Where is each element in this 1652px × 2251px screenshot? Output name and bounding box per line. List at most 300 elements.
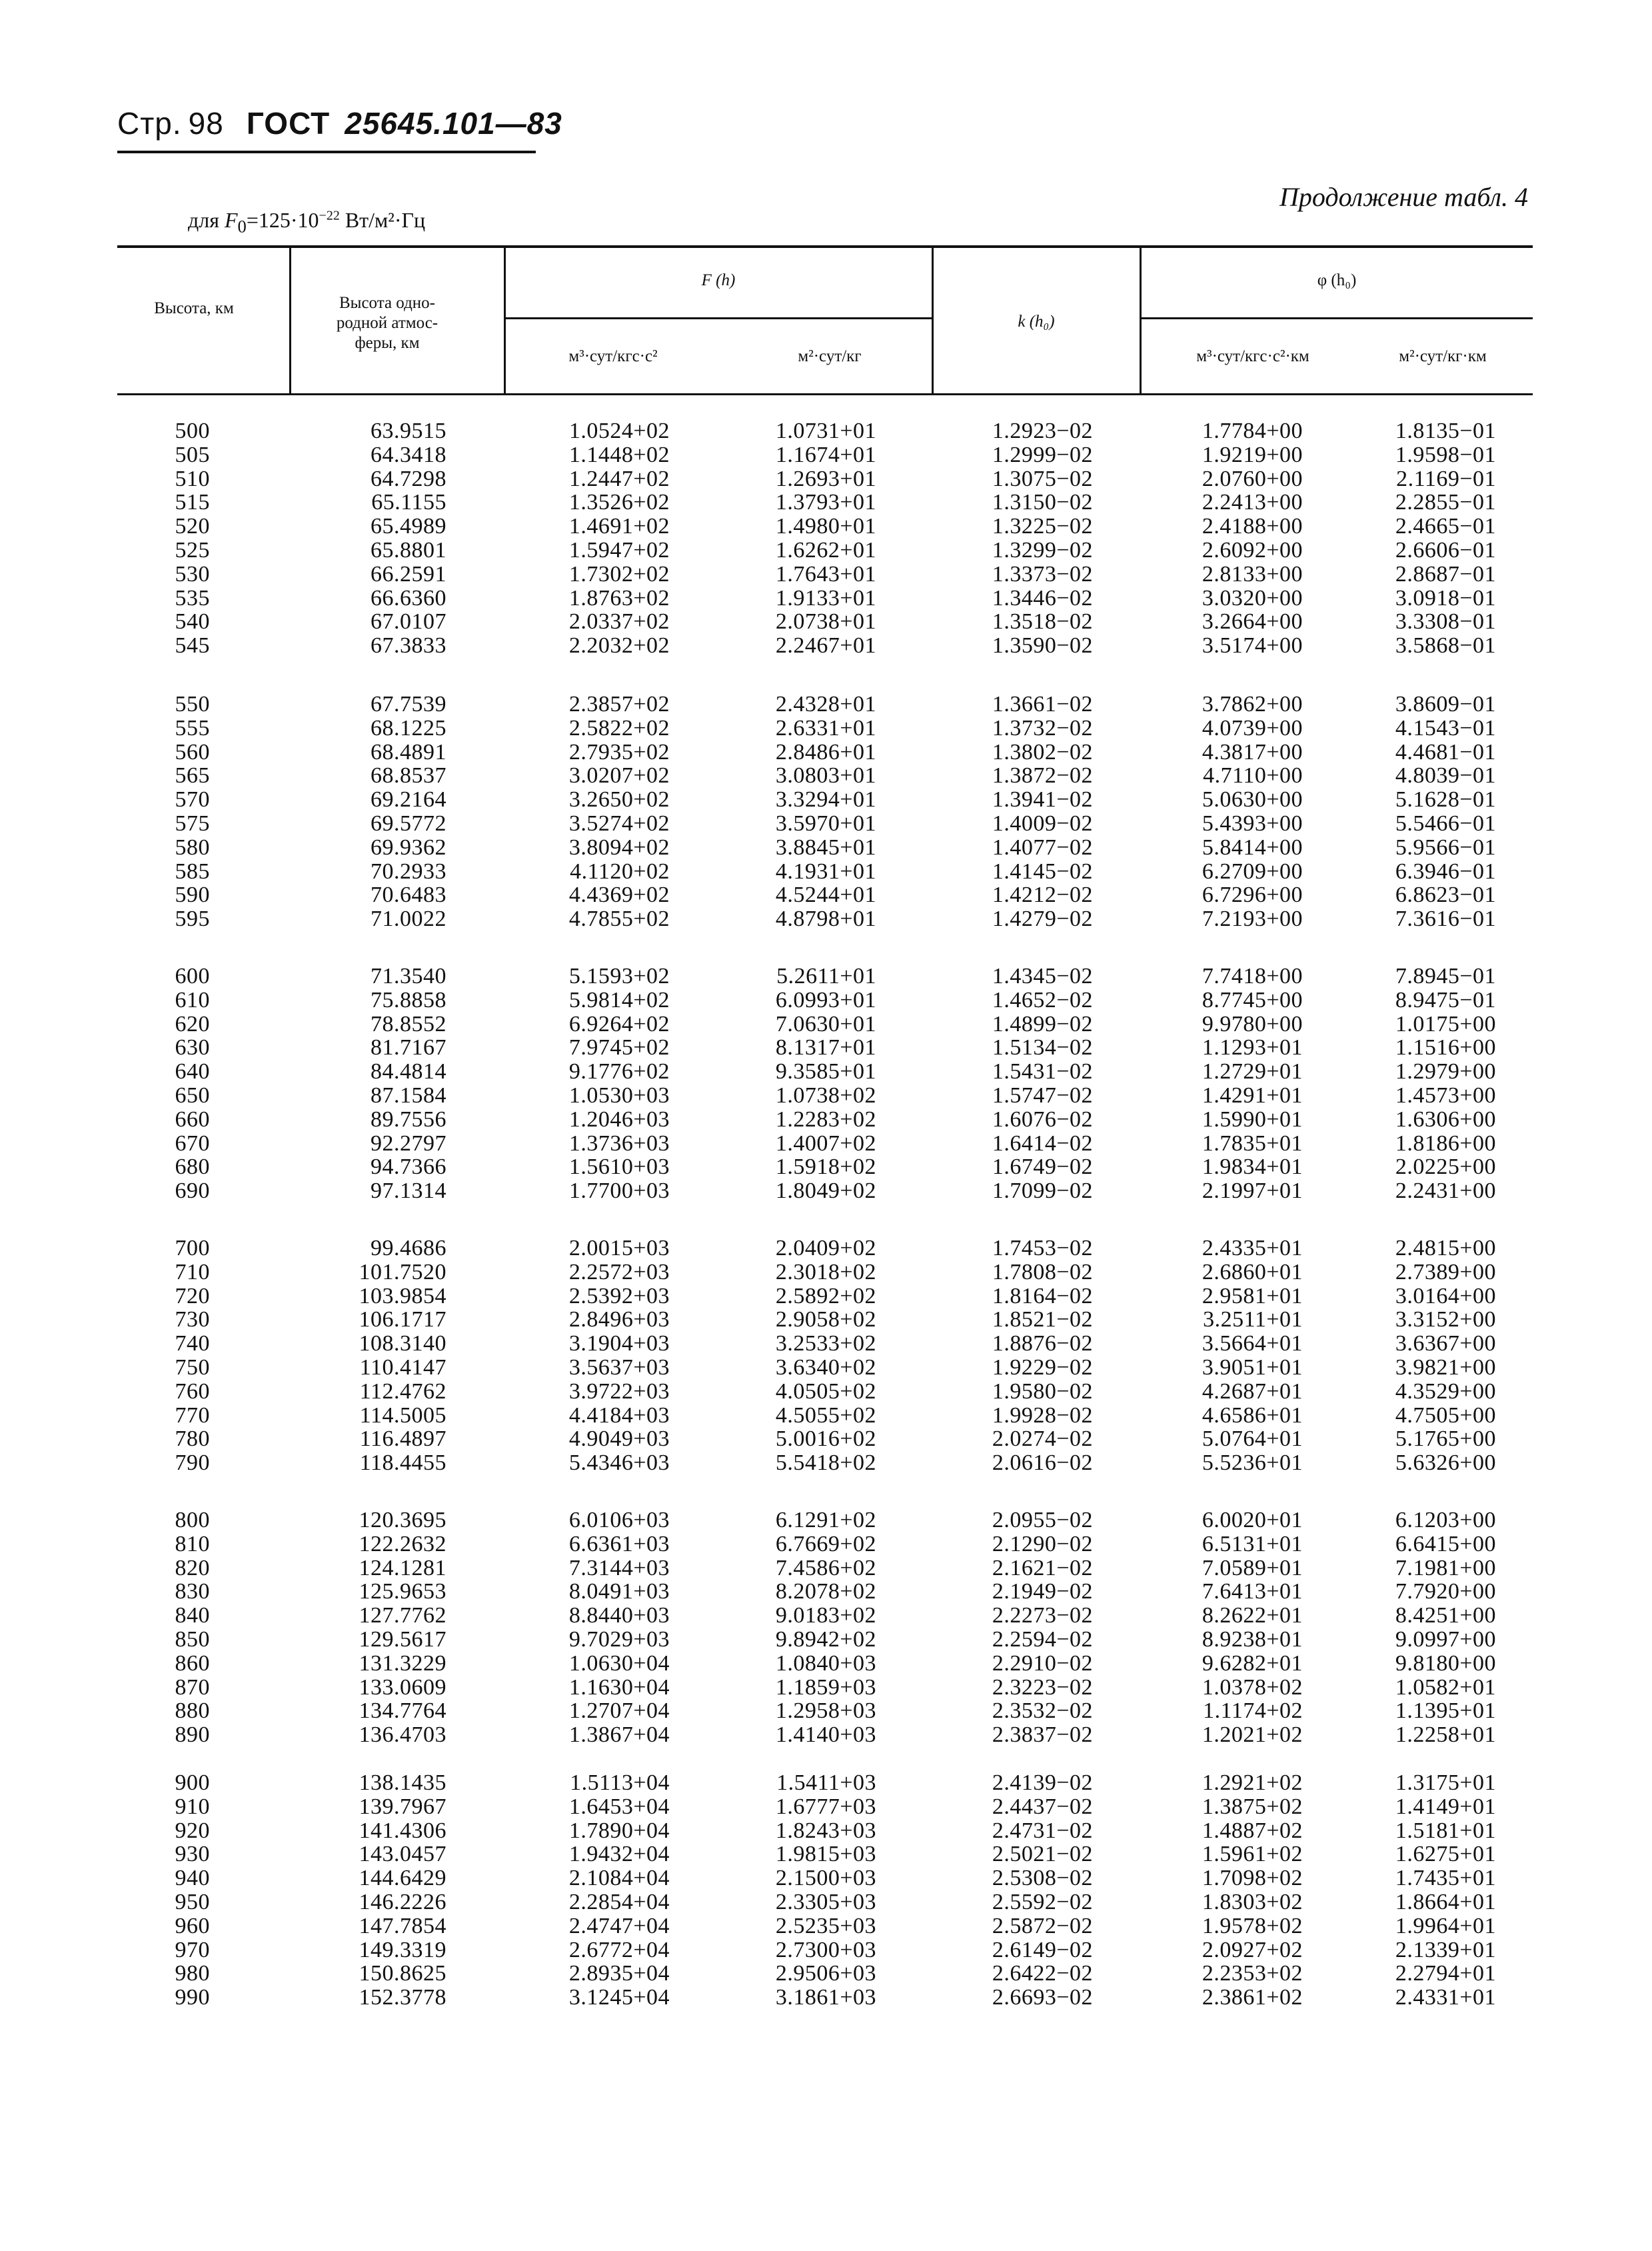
table-cell: 2.2032+02 [568,633,670,659]
table-cell: 6.3946−01 [1395,859,1496,884]
table-cell: 650 [175,1083,210,1108]
header-k-h0 [933,312,1140,332]
table-cell: 770 [175,1402,210,1428]
table-cell: 2.8496+03 [568,1307,670,1332]
table-cell: 7.3616−01 [1395,907,1496,932]
table-cell: 1.9928−02 [992,1402,1093,1428]
page-number: 98 [188,106,224,141]
table-cell: 2.6422−02 [992,1961,1093,1986]
table-cell: 4.5244+01 [775,883,876,908]
table-cell: 7.0630+01 [775,1011,876,1037]
table-cell: 1.0378+02 [1202,1674,1303,1700]
table-cell: 9.8942+02 [775,1627,876,1652]
table-cell: 64.3418 [371,442,446,467]
table-cell: 2.3837−02 [992,1722,1093,1748]
table-cell: 9.7029+03 [568,1627,670,1652]
standard-name: ГОСТ [246,106,331,141]
table-cell: 1.9815+03 [775,1842,876,1867]
table-cell: 1.2729+01 [1202,1059,1303,1085]
table-cell: 1.3150−02 [992,490,1093,515]
table-cell: 960 [175,1913,210,1938]
table-cell: 555 [175,715,210,741]
table-row [0,538,1652,562]
table-cell: 3.9821+00 [1395,1355,1496,1380]
table-cell: 3.1245+04 [568,1985,670,2010]
table-cell: 7.8945−01 [1395,964,1496,989]
table-cell: 830 [175,1579,210,1604]
table-cell: 2.8687−01 [1395,561,1496,587]
table-cell: 1.2447+02 [568,466,670,491]
table-cell: 1.3941−02 [992,787,1093,813]
table-cell: 680 [175,1154,210,1180]
table-cell: 3.5274+02 [568,811,670,836]
table-cell: 2.7935+02 [568,739,670,765]
table-cell: 1.5411+03 [776,1770,876,1795]
table-cell: 3.6367+00 [1395,1331,1496,1356]
table-cell: 6.8623−01 [1395,883,1496,908]
table-row [0,964,1652,988]
table-cell: 1.3875+02 [1202,1794,1303,1819]
table-row [0,1985,1652,2009]
table-row [0,1627,1652,1651]
table-cell: 1.6076−02 [992,1107,1093,1132]
table-cell: 1.1174+02 [1203,1698,1303,1724]
table-cell: 3.3308−01 [1395,609,1496,635]
table-cell: 2.4328+01 [775,692,876,717]
table-row [0,1403,1652,1427]
table-cell: 67.7539 [371,692,446,717]
table-cell: 1.1395+01 [1395,1698,1496,1724]
table-cell: 4.1120+02 [570,859,670,884]
table-cell: 4.6586+01 [1202,1402,1303,1428]
table-cell: 2.9581+01 [1202,1283,1303,1308]
table-row [0,1938,1652,1962]
table-cell: 2.8486+01 [775,739,876,765]
table-cell: 1.4345−02 [992,964,1093,989]
table-cell: 2.3305+03 [775,1890,876,1914]
table-cell: 860 [175,1650,210,1676]
table-cell: 500 [175,419,210,443]
table-cell: 65.1155 [371,490,446,515]
table-cell: 1.3518−02 [992,609,1093,635]
table-cell: 560 [175,739,210,765]
table-cell: 5.0764+01 [1202,1426,1303,1452]
table-cell: 1.2046+03 [568,1107,670,1132]
table-cell: 1.2999−02 [992,442,1093,467]
table-cell: 850 [175,1627,210,1652]
table-cell: 8.7745+00 [1202,987,1303,1013]
table-cell: 3.0803+01 [775,763,876,789]
table-cell: 1.3793+01 [775,490,876,515]
table-row [0,988,1652,1012]
table-cell: 4.8039−01 [1395,763,1496,789]
table-cell: 750 [175,1355,210,1380]
table-cell: 6.0106+03 [568,1508,670,1532]
table-cell: 3.6340+02 [775,1355,876,1380]
table-cell: 1.5918+02 [775,1154,876,1180]
table-cell: 1.6777+03 [775,1794,876,1819]
table-row [0,1890,1652,1914]
table-row [0,1698,1652,1722]
table-cell: 1.9578+02 [1202,1913,1303,1938]
table-cell: 7.7418+00 [1202,964,1303,989]
table-cell: 7.0589+01 [1202,1555,1303,1580]
table-cell: 2.7300+03 [775,1937,876,1962]
table-row [0,740,1652,764]
table-cell: 800 [175,1508,210,1532]
table-cell: 6.1203+00 [1395,1508,1496,1532]
table-cell: 92.2797 [371,1130,446,1156]
table-row [0,514,1652,538]
table-row [0,1307,1652,1331]
table-cell: 63.9515 [371,419,446,443]
table-cell: 880 [175,1698,210,1724]
f0-condition [188,208,425,237]
table-cell: 1.2923−02 [992,419,1093,443]
table-cell: 1.5990+01 [1202,1107,1303,1132]
table-cell: 3.5637+03 [568,1355,670,1380]
table-cell: 1.8763+02 [568,585,670,611]
table-cell: 2.7389+00 [1395,1259,1496,1284]
table-cell: 1.1674+01 [775,442,876,467]
table-cell: 75.8858 [371,987,446,1013]
table-cell: 1.4691+02 [568,514,670,539]
table-cell: 900 [175,1770,210,1795]
table-cell: 1.9580−02 [992,1378,1093,1404]
table-cell: 1.8876−02 [992,1331,1093,1356]
table-cell: 1.4212−02 [992,883,1093,908]
table-row [0,443,1652,467]
table-cell: 1.7835+01 [1202,1130,1303,1156]
table-row [0,586,1652,610]
table-cell: 570 [175,787,210,813]
table-row [0,1083,1652,1107]
table-cell: 1.9219+00 [1202,442,1303,467]
table-cell: 1.4009−02 [992,811,1093,836]
table-row [0,633,1652,657]
table-cell: 1.3526+02 [568,490,670,515]
table-cell: 1.5113+04 [570,1770,670,1795]
table-cell: 2.1339+01 [1395,1937,1496,1962]
table-cell: 5.0016+02 [775,1426,876,1452]
table-row [0,1579,1652,1603]
table-cell: 1.3802−02 [992,739,1093,765]
table-cell: 2.0760+00 [1202,466,1303,491]
table-cell: 5.9566−01 [1395,835,1496,860]
table-row [0,1035,1652,1059]
table-cell: 4.7110+00 [1203,763,1303,789]
table-cell: 2.6149−02 [992,1937,1093,1962]
table-cell: 3.2664+00 [1202,609,1303,635]
table-cell: 2.4331+01 [1395,1985,1496,2010]
table-cell: 127.7762 [359,1603,446,1628]
table-cell: 9.0997+00 [1395,1627,1496,1652]
table-cell: 2.6772+04 [568,1937,670,1962]
table-cell: 1.8186+00 [1395,1130,1496,1156]
table-cell: 6.7296+00 [1202,883,1303,908]
table-cell: 5.4346+03 [568,1450,670,1476]
header-f-h-unit2: м²·сут/кг [798,347,862,365]
table-row [0,1794,1652,1818]
table-cell: 1.8664+01 [1395,1890,1496,1914]
table-cell: 2.2910−02 [992,1650,1093,1676]
table-cell: 1.5747−02 [992,1083,1093,1108]
table-cell: 97.1314 [371,1178,446,1204]
table-row [0,692,1652,716]
table-cell: 125.9653 [359,1579,446,1604]
table-cell: 595 [175,907,210,932]
table-cell: 8.9475−01 [1395,987,1496,1013]
table-cell: 2.2273−02 [992,1603,1093,1628]
table-cell: 71.0022 [371,907,446,932]
table-row [0,811,1652,835]
table-cell: 2.6860+01 [1202,1259,1303,1284]
table-cell: 8.4251+00 [1395,1603,1496,1628]
table-cell: 2.5308−02 [992,1866,1093,1891]
f0-unit: Вт/м²·Гц [345,208,426,232]
table-cell: 3.1861+03 [775,1985,876,2010]
table-cell: 110.4147 [359,1355,446,1380]
table-header-bottom-rule [117,393,1533,395]
header-f-h [505,271,932,291]
table-cell: 1.7890+04 [568,1818,670,1843]
table-cell: 2.8133+00 [1202,561,1303,587]
table-cell: 2.2855−01 [1395,490,1496,515]
table-cell: 66.2591 [371,561,446,587]
table-cell: 2.0738+01 [775,609,876,635]
table-cell: 5.1593+02 [568,964,670,989]
table-cell: 1.6453+04 [568,1794,670,1819]
table-cell: 2.5822+02 [568,715,670,741]
table-row [0,716,1652,740]
table-cell: 950 [175,1890,210,1914]
table-continuation-label: Продолжение табл. 4 [1279,182,1528,212]
table-row [0,1379,1652,1403]
table-cell: 2.5392+03 [568,1283,670,1308]
table-cell: 9.6282+01 [1202,1650,1303,1676]
table-row [0,1866,1652,1890]
table-row [0,835,1652,859]
table-cell: 6.6415+00 [1395,1531,1496,1556]
table-cell: 2.6606−01 [1395,538,1496,563]
table-cell: 1.3299−02 [992,538,1093,563]
table-cell: 144.6429 [359,1866,446,1891]
table-cell: 2.1621−02 [992,1555,1093,1580]
table-cell: 565 [175,763,210,789]
table-cell: 87.1584 [371,1083,446,1108]
table-cell: 2.3018+02 [775,1259,876,1284]
header-phi-unit2: м²·сут/кг·км [1399,347,1487,365]
table-row [0,609,1652,633]
table-cell: 4.4681−01 [1395,739,1496,765]
table-cell: 1.1448+02 [568,442,670,467]
table-cell: 1.4980+01 [775,514,876,539]
header-k-h0-label: k (h₀) [1018,313,1055,331]
table-cell: 1.4652−02 [992,987,1093,1013]
table-cell: 1.6414−02 [992,1130,1093,1156]
table-cell: 1.2021+02 [1202,1722,1303,1748]
table-cell: 1.4145−02 [992,859,1093,884]
table-cell: 6.6361+03 [568,1531,670,1556]
table-cell: 1.4149+01 [1395,1794,1496,1819]
table-cell: 106.1717 [359,1307,446,1332]
table-cell: 2.0409+02 [775,1236,876,1260]
table-cell: 545 [175,633,210,659]
table-cell: 2.4747+04 [568,1913,670,1938]
table-cell: 505 [175,442,210,467]
table-cell: 69.2164 [371,787,446,813]
table-cell: 3.8094+02 [568,835,670,860]
header-f-h-unit1: м³·сут/кгс·с² [568,347,658,365]
table-cell: 4.4184+03 [568,1402,670,1428]
table-cell: 67.0107 [371,609,446,635]
table-row [0,1107,1652,1131]
table-cell: 5.0630+00 [1202,787,1303,813]
table-cell: 5.1628−01 [1395,787,1496,813]
table-cell: 84.4814 [371,1059,446,1085]
header-height: Высота, км [154,299,234,317]
table-row [0,1450,1652,1474]
table-cell: 2.2467+01 [775,633,876,659]
table-cell: 2.4335+01 [1202,1236,1303,1260]
table-cell: 1.3446−02 [992,585,1093,611]
table-cell: 5.8414+00 [1202,835,1303,860]
table-cell: 2.0337+02 [568,609,670,635]
table-cell: 89.7556 [371,1107,446,1132]
table-cell: 1.2283+02 [775,1107,876,1132]
table-cell: 3.0918−01 [1395,585,1496,611]
table-cell: 1.2258+01 [1395,1722,1496,1748]
table-row [0,1556,1652,1580]
table-cell: 2.1290−02 [992,1531,1093,1556]
table-cell: 1.3373−02 [992,561,1093,587]
table-cell: 3.7862+00 [1202,692,1303,717]
table-cell: 2.6331+01 [775,715,876,741]
table-cell: 620 [175,1011,210,1037]
table-cell: 68.1225 [371,715,446,741]
table-row [0,467,1652,491]
table-cell: 2.1949−02 [992,1579,1093,1604]
table-row [0,1059,1652,1083]
table-cell: 1.1859+03 [775,1674,876,1700]
table-cell: 133.0609 [359,1674,446,1700]
table-cell: 69.5772 [371,811,446,836]
table-cell: 2.3532−02 [992,1698,1093,1724]
table-cell: 1.7643+01 [775,561,876,587]
table-cell: 2.4815+00 [1395,1236,1496,1260]
table-cell: 9.0183+02 [775,1603,876,1628]
table-row [0,1914,1652,1938]
header-homogeneous-height: Высота одно-родной атмос-феры, км [336,294,438,352]
table-cell: 5.5236+01 [1202,1450,1303,1476]
phi-subheader-rule [1141,317,1533,319]
table-cell: 3.8845+01 [775,835,876,860]
table-cell: 4.7855+02 [568,907,670,932]
table-cell: 6.2709+00 [1202,859,1303,884]
header-phi-h0: φ (h₀) [1317,271,1357,289]
table-cell: 1.1516+00 [1395,1035,1496,1061]
table-cell: 585 [175,859,210,884]
table-cell: 1.3661−02 [992,692,1093,717]
table-row [0,1260,1652,1284]
table-cell: 2.2794+01 [1395,1961,1496,1986]
table-cell: 530 [175,561,210,587]
table-cell: 1.4279−02 [992,907,1093,932]
table-cell: 600 [175,964,210,989]
table-cell: 1.9834+01 [1202,1154,1303,1180]
table-cell: 5.2611+01 [776,964,876,989]
table-cell: 2.2353+02 [1202,1961,1303,1986]
table-cell: 870 [175,1674,210,1700]
table-cell: 1.2707+04 [568,1698,670,1724]
table-cell: 5.9814+02 [568,987,670,1013]
table-cell: 1.6749−02 [992,1154,1093,1180]
table-cell: 1.7435+01 [1395,1866,1496,1891]
table-cell: 2.6092+00 [1202,538,1303,563]
table-cell: 134.7764 [359,1698,446,1724]
table-cell: 5.6326+00 [1395,1450,1496,1476]
table-cell: 6.7669+02 [775,1531,876,1556]
table-cell: 1.4899−02 [992,1011,1093,1037]
table-cell: 4.9049+03 [568,1426,670,1452]
table-cell: 6.0993+01 [775,987,876,1013]
table-cell: 2.5592−02 [992,1890,1093,1914]
table-cell: 66.6360 [371,585,446,611]
table-cell: 1.4573+00 [1395,1083,1496,1108]
page-label: Стр. [117,106,182,141]
table-cell: 1.5610+03 [568,1154,670,1180]
table-cell: 790 [175,1450,210,1476]
table-cell: 9.1776+02 [568,1059,670,1085]
table-cell: 730 [175,1307,210,1332]
table-cell: 2.5021−02 [992,1842,1093,1867]
table-cell: 152.3778 [359,1985,446,2010]
table-cell: 6.0020+01 [1202,1508,1303,1532]
table-cell: 1.0630+04 [568,1650,670,1676]
table-cell: 4.3817+00 [1202,739,1303,765]
table-cell: 146.2226 [359,1890,446,1914]
table-row [0,859,1652,883]
table-cell: 2.2594−02 [992,1627,1093,1652]
table-cell: 510 [175,466,210,491]
table-cell: 3.0320+00 [1202,585,1303,611]
table-cell: 1.2979+00 [1395,1059,1496,1085]
table-cell: 7.9745+02 [568,1035,670,1061]
table-row [0,1426,1652,1450]
table-cell: 65.4989 [371,514,446,539]
table-cell: 1.7453−02 [992,1236,1093,1260]
table-cell: 131.3229 [359,1650,446,1676]
table-cell: 980 [175,1961,210,1986]
f0-subscript: 0 [237,216,247,237]
table-cell: 2.4139−02 [992,1770,1093,1795]
table-cell: 1.3736+03 [568,1130,670,1156]
table-cell: 1.2958+03 [775,1698,876,1724]
table-cell: 1.3732−02 [992,715,1093,741]
table-cell: 1.7808−02 [992,1259,1093,1284]
table-cell: 108.3140 [359,1331,446,1356]
table-cell: 7.1981+00 [1395,1555,1496,1580]
table-cell: 7.2193+00 [1202,907,1303,932]
table-cell: 2.3861+02 [1202,1985,1303,2010]
table-cell: 1.5947+02 [568,538,670,563]
table-cell: 8.2078+02 [775,1579,876,1604]
table-cell: 2.4188+00 [1202,514,1303,539]
table-cell: 710 [175,1259,210,1284]
table-cell: 1.8243+03 [775,1818,876,1843]
col-divider-2 [504,248,506,393]
table-cell: 1.3175+01 [1395,1770,1496,1795]
